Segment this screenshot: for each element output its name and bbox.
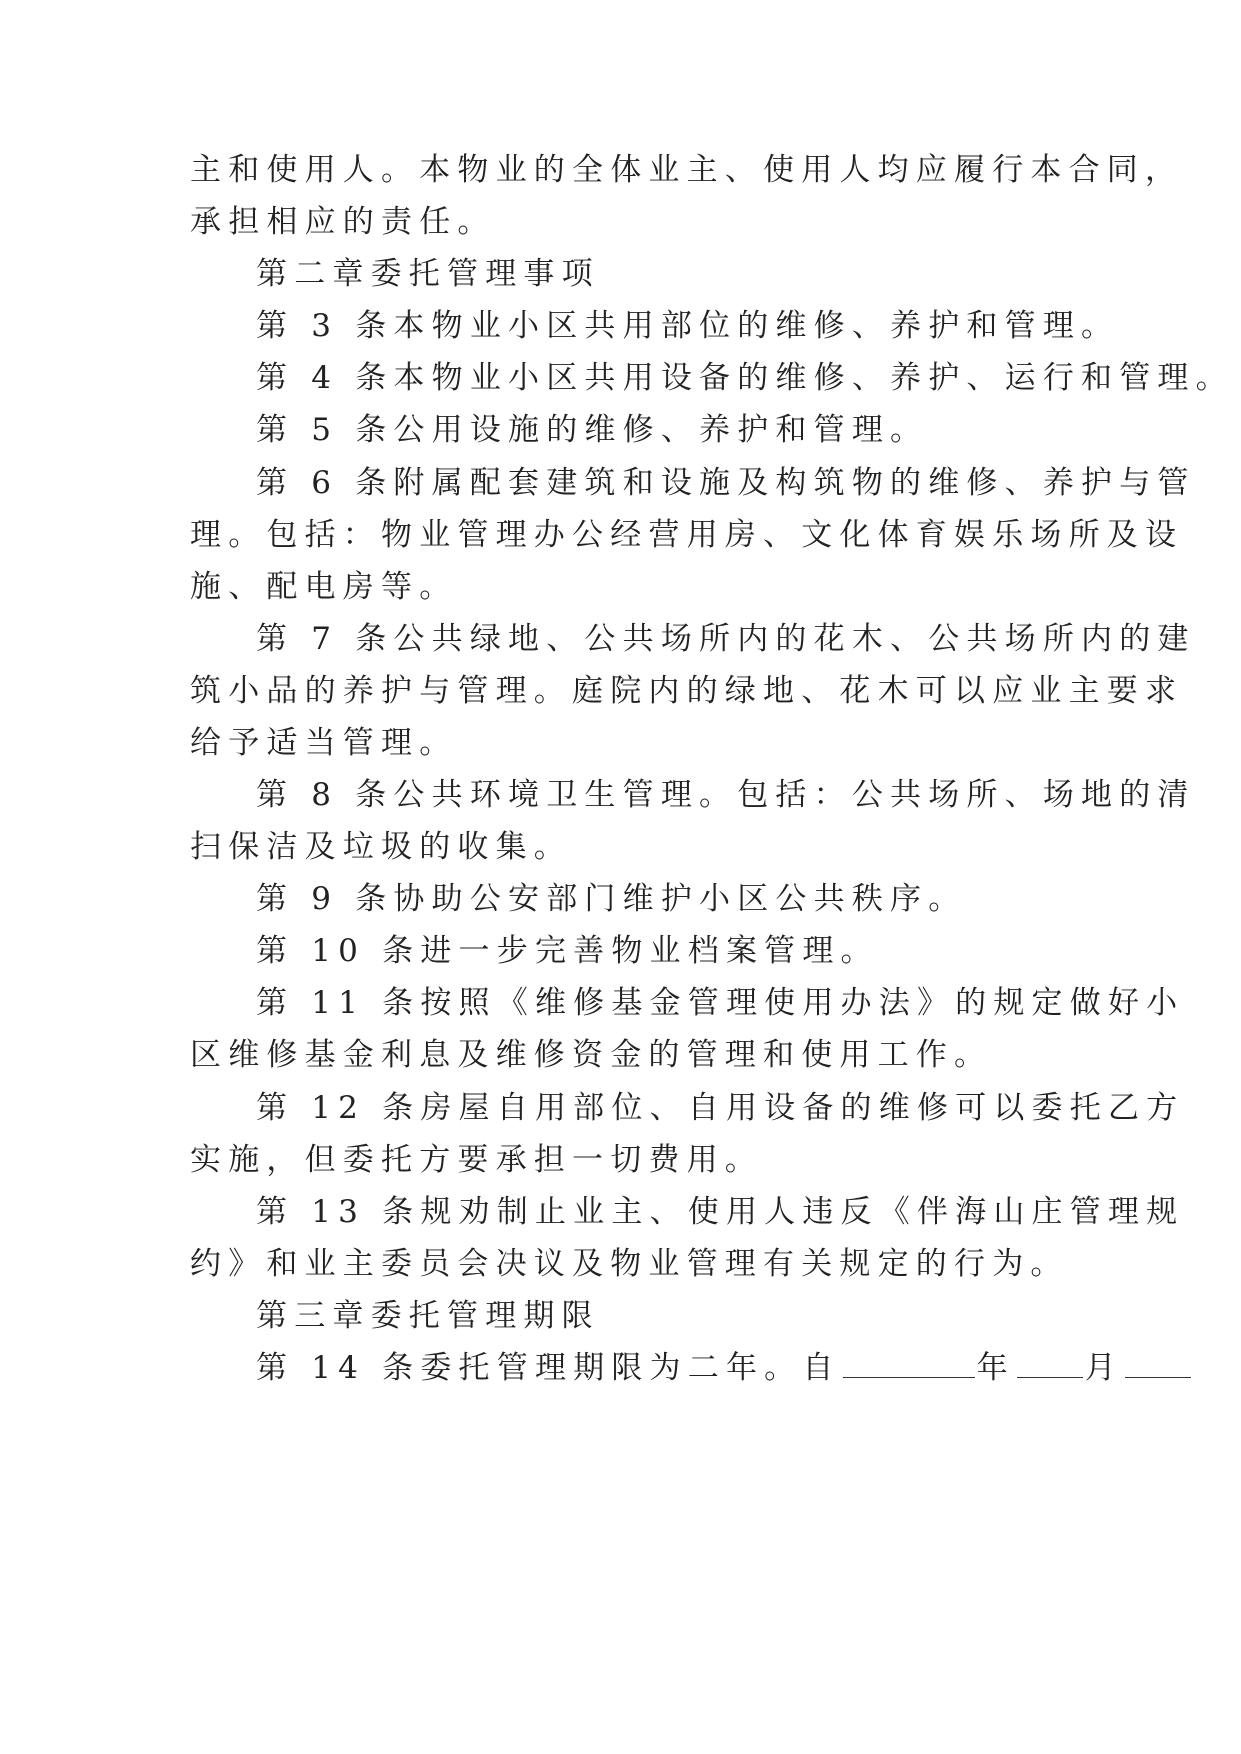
month-blank <box>1017 1351 1083 1378</box>
article-8-cont: 扫保洁及垃圾的收集。 <box>190 829 572 865</box>
article-6-cont-1: 理。包括：物业管理办公经营用房、文化体育娱乐场所及设 <box>190 517 1184 553</box>
article-7-cont-2: 给予适当管理。 <box>190 725 458 761</box>
text-line-2: 承担相应的责任。 <box>190 204 496 240</box>
article-11-cont: 区维修基金利息及维修资金的管理和使用工作。 <box>190 1037 993 1073</box>
article-11: 第 11 条按照《维修基金管理使用办法》的规定做好小 <box>256 985 1185 1021</box>
article-5: 第 5 条公用设施的维修、养护和管理。 <box>256 412 929 448</box>
year-blank <box>843 1351 975 1378</box>
article-6: 第 6 条附属配套建筑和设施及构筑物的维修、养护与管 <box>256 465 1196 501</box>
article-4: 第 4 条本物业小区共用设备的维修、养护、运行和管理。 <box>256 360 1234 396</box>
article-14-prefix: 第 14 条委托管理期限为二年。自 <box>256 1350 841 1386</box>
article-8: 第 8 条公共环境卫生管理。包括：公共场所、场地的清 <box>256 777 1196 813</box>
article-7: 第 7 条公共绿地、公共场所内的花木、公共场所内的建 <box>256 621 1196 657</box>
article-14 <box>256 1348 1193 1388</box>
article-10: 第 10 条进一步完善物业档案管理。 <box>256 933 879 969</box>
day-blank <box>1125 1351 1191 1378</box>
month-label: 月 <box>1084 1350 1123 1386</box>
article-3: 第 3 条本物业小区共用部位的维修、养护和管理。 <box>256 308 1120 344</box>
article-12-cont: 实施，但委托方要承担一切费用。 <box>190 1142 763 1178</box>
chapter-heading-2: 第二章委托管理事项 <box>256 256 600 292</box>
chapter-heading-3: 第三章委托管理期限 <box>256 1298 600 1334</box>
article-12: 第 12 条房屋自用部位、自用设备的维修可以委托乙方 <box>256 1090 1185 1126</box>
text-line-1: 主和使用人。本物业的全体业主、使用人均应履行本合同， <box>190 152 1184 188</box>
article-7-cont-1: 筑小品的养护与管理。庭院内的绿地、花木可以应业主要求 <box>190 673 1184 709</box>
article-9: 第 9 条协助公安部门维护小区公共秩序。 <box>256 881 967 917</box>
year-label: 年 <box>976 1350 1015 1386</box>
article-13-cont: 约》和业主委员会决议及物业管理有关规定的行为。 <box>190 1246 1069 1282</box>
article-13: 第 13 条规劝制止业主、使用人违反《伴海山庄管理规 <box>256 1194 1185 1230</box>
article-6-cont-2: 施、配电房等。 <box>190 569 458 605</box>
